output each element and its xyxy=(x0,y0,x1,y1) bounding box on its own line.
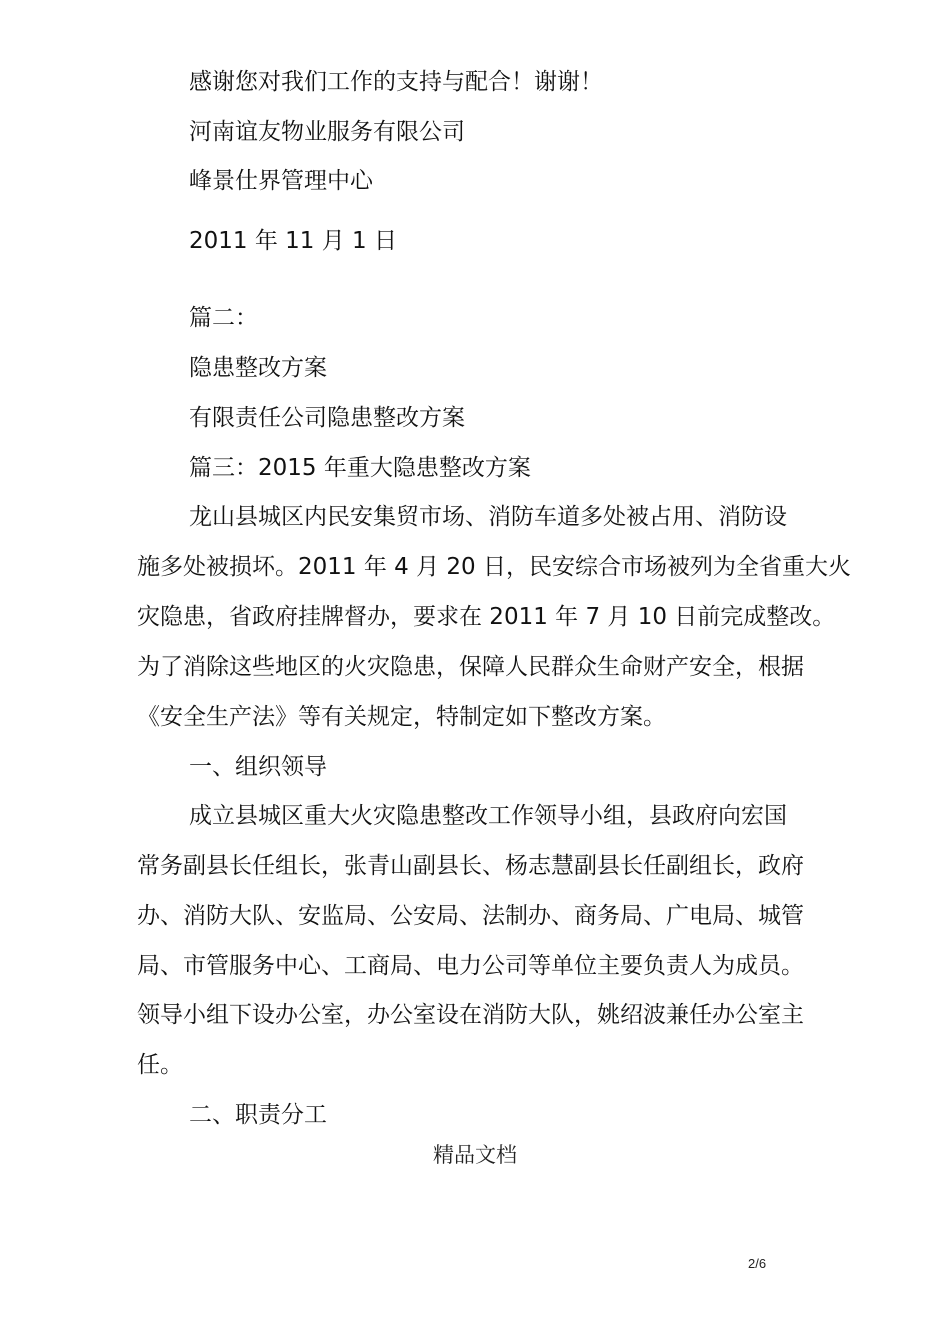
closing-thanks: 感谢您对我们工作的支持与配合！谢谢！ xyxy=(189,69,603,95)
subsection-heading-organization: 一、组织领导 xyxy=(189,754,327,780)
part-two-subtitle: 有限责任公司隐患整改方案 xyxy=(189,405,465,431)
body-line: 局、市管服务中心、工商局、电力公司等单位主要负责人为成员。 xyxy=(137,953,804,979)
body-line: 常务副县长任组长，张青山副县长、杨志慧副县长任副组长，政府 xyxy=(137,853,804,879)
body-line: 办、消防大队、安监局、公安局、法制办、商务局、广电局、城管 xyxy=(137,903,804,929)
body-line: 任。 xyxy=(137,1052,183,1078)
page-number: 2/6 xyxy=(748,1256,767,1271)
footer-watermark-label: 精品文档 xyxy=(433,1143,517,1167)
letter-date: 2011 年 11 月 1 日 xyxy=(189,228,397,254)
management-center: 峰景仕界管理中心 xyxy=(189,168,373,194)
body-line: 为了消除这些地区的火灾隐患，保障人民群众生命财产安全，根据 xyxy=(137,654,804,680)
body-line: 施多处被损坏。2011 年 4 月 20 日，民安综合市场被列为全省重大火 xyxy=(137,554,851,580)
body-line: 龙山县城区内民安集贸市场、消防车道多处被占用、消防设 xyxy=(189,504,787,530)
body-line: 《安全生产法》等有关规定，特制定如下整改方案。 xyxy=(137,704,666,730)
part-two-title: 隐患整改方案 xyxy=(189,355,327,381)
section-heading-part-three: 篇三：2015 年重大隐患整改方案 xyxy=(189,455,531,481)
section-heading-part-two: 篇二： xyxy=(189,305,258,331)
body-line: 灾隐患，省政府挂牌督办，要求在 2011 年 7 月 10 日前完成整改。 xyxy=(137,604,836,630)
subsection-heading-duties: 二、职责分工 xyxy=(189,1102,327,1128)
company-name: 河南谊友物业服务有限公司 xyxy=(189,119,465,145)
body-line: 成立县城区重大火灾隐患整改工作领导小组，县政府向宏国 xyxy=(189,803,787,829)
body-line: 领导小组下设办公室，办公室设在消防大队，姚绍波兼任办公室主 xyxy=(137,1002,804,1028)
